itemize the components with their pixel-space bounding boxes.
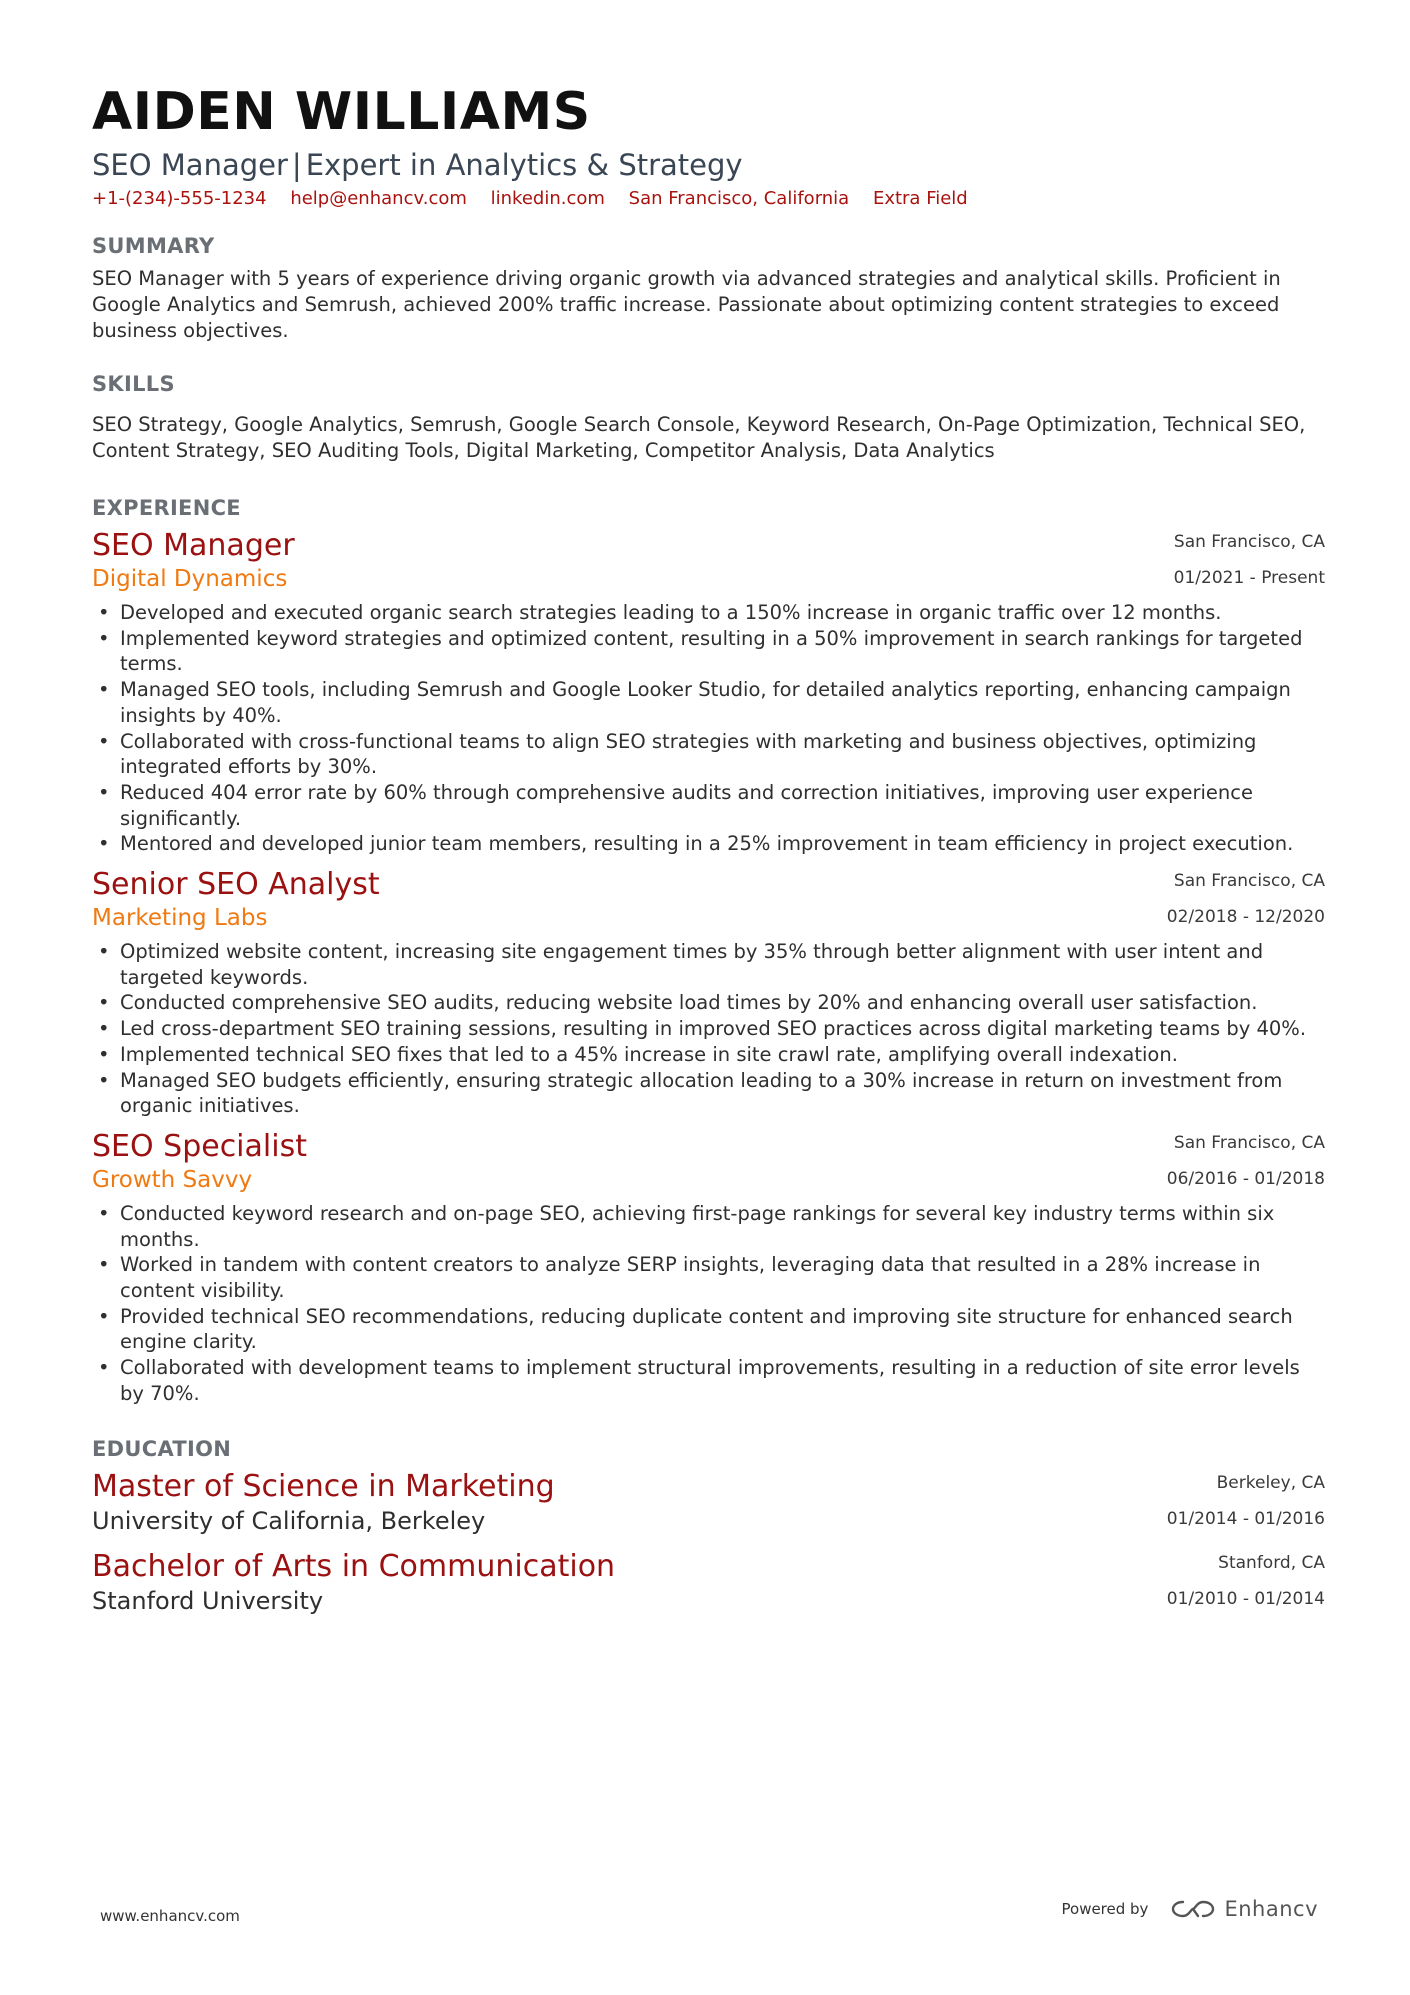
bullet-item: • Conducted comprehensive SEO audits, reducing website load times by 20% and enhancing overall user satisfaction.	[92, 990, 1325, 1016]
experience-heading: EXPERIENCE	[92, 496, 241, 520]
bullet-item: • Reduced 404 error rate by 60% through comprehensive audits and correction initiatives, improving user experience significantly.	[92, 780, 1325, 831]
job-bullets	[92, 600, 1325, 857]
footer-website[interactable]: www.enhancv.com	[100, 1907, 240, 1925]
summary-text: SEO Manager with 5 years of experience driving organic growth via advanced strategies and analytical skills. Proficient in Google Analytics and Semrush, achieved 200% traffic increase. Passionate about optimizing content strategies to exceed business objectives.	[92, 267, 1281, 342]
skills-heading: SKILLS	[92, 372, 175, 396]
job-location: San Francisco, CA	[1173, 1132, 1325, 1153]
bullet-item: • Collaborated with development teams to implement structural improvements, resulting in a reduction of site error levels by 70%.	[92, 1355, 1325, 1406]
bullet-item: • Managed SEO tools, including Semrush and Google Looker Studio, for detailed analytics reporting, enhancing campaign insights by 40%.	[92, 677, 1325, 728]
job-role: Senior SEO Analyst	[92, 867, 380, 903]
footer-branding	[1062, 1897, 1319, 1921]
bullet-item: • Managed SEO budgets efficiently, ensuring strategic allocation leading to a 30% increase in return on investment from organic initiatives.	[92, 1068, 1325, 1119]
job-dates: 01/2021 - Present	[1173, 568, 1325, 588]
job-location: San Francisco, CA	[1173, 871, 1325, 892]
job-entry	[92, 1129, 1325, 1407]
education-location: Stanford, CA	[1218, 1552, 1325, 1573]
job-entry	[92, 528, 1325, 857]
title-role: SEO Manager	[92, 148, 288, 182]
contact-row	[92, 186, 1325, 212]
bullet-item: • Conducted keyword research and on-page SEO, achieving first-page rankings for several key industry terms within six months.	[92, 1201, 1325, 1252]
job-bullets	[92, 1201, 1325, 1407]
contact-extra: Extra Field	[872, 188, 968, 209]
skills-text: SEO Strategy, Google Analytics, Semrush, Google Search Console, Keyword Research, On-Page Optimization, Technical SEO, Content Strategy, SEO Auditing Tools, Digital Marketing, Competitor Analysis, Data Analytics	[92, 413, 1306, 462]
job-dates: 02/2018 - 12/2020	[1166, 907, 1325, 928]
job-company: Digital Dynamics	[92, 566, 288, 592]
title-tagline: Expert in Analytics & Strategy	[305, 148, 743, 182]
bullet-item: • Developed and executed organic search strategies leading to a 150% increase in organic traffic over 12 months.	[92, 600, 1325, 626]
title-separator: |	[291, 148, 302, 182]
education-dates: 01/2014 - 01/2016	[1166, 1508, 1325, 1529]
enhancv-logo-icon	[1170, 1898, 1216, 1920]
bullet-item: • Implemented keyword strategies and optimized content, resulting in a 50% improvement in search rankings for targeted terms.	[92, 626, 1325, 677]
education-location: Berkeley, CA	[1216, 1472, 1325, 1493]
bullet-item: • Collaborated with cross-functional teams to align SEO strategies with marketing and business objectives, optimizing integrated efforts by 30%.	[92, 729, 1325, 780]
bullet-item: • Worked in tandem with content creators to analyze SERP insights, leveraging data that resulted in a 28% increase in content visibility.	[92, 1252, 1325, 1303]
bullet-item: • Mentored and developed junior team members, resulting in a 25% improvement in team efficiency in project execution.	[92, 831, 1325, 857]
job-role: SEO Specialist	[92, 1128, 307, 1164]
bullet-item: • Implemented technical SEO fixes that led to a 45% increase in site crawl rate, amplifying overall indexation.	[92, 1042, 1325, 1068]
candidate-name: AIDEN WILLIAMS	[92, 82, 591, 142]
brand-name: Enhancv	[1224, 1897, 1318, 1921]
job-bullets	[92, 939, 1325, 1119]
education-heading: EDUCATION	[92, 1436, 232, 1461]
job-company: Marketing Labs	[92, 905, 268, 932]
candidate-title	[92, 146, 1325, 184]
summary-heading: SUMMARY	[92, 234, 215, 258]
bullet-item: • Led cross-department SEO training sessions, resulting in improved SEO practices across digital marketing teams by 40%.	[92, 1016, 1325, 1042]
bullet-item: • Provided technical SEO recommendations, reducing duplicate content and improving site structure for enhanced search engine clarity.	[92, 1304, 1325, 1355]
contact-email[interactable]: help@enhancv.com	[290, 188, 467, 209]
powered-by-label: Powered by	[1061, 1900, 1149, 1918]
education-school: University of California, Berkeley	[92, 1506, 486, 1535]
job-location: San Francisco, CA	[1173, 532, 1325, 552]
education-degree: Bachelor of Arts in Communication	[92, 1548, 616, 1584]
resume-page	[92, 80, 1325, 1617]
enhancv-logo[interactable]	[1170, 1897, 1318, 1921]
contact-phone[interactable]: +1-(234)-555-1234	[92, 188, 267, 209]
job-company: Growth Savvy	[92, 1166, 253, 1193]
education-entry	[92, 1469, 1325, 1537]
contact-location: San Francisco, California	[628, 188, 850, 209]
job-entry	[92, 867, 1325, 1119]
bullet-item: • Optimized website content, increasing site engagement times by 35% through better alignment with user intent and targeted keywords.	[92, 939, 1325, 990]
education-school: Stanford University	[92, 1586, 324, 1615]
job-dates: 06/2016 - 01/2018	[1166, 1168, 1325, 1189]
education-degree: Master of Science in Marketing	[92, 1468, 555, 1504]
job-role: SEO Manager	[92, 528, 295, 563]
education-dates: 01/2010 - 01/2014	[1166, 1588, 1325, 1609]
contact-linkedin[interactable]: linkedin.com	[490, 188, 605, 209]
education-entry	[92, 1549, 1325, 1617]
